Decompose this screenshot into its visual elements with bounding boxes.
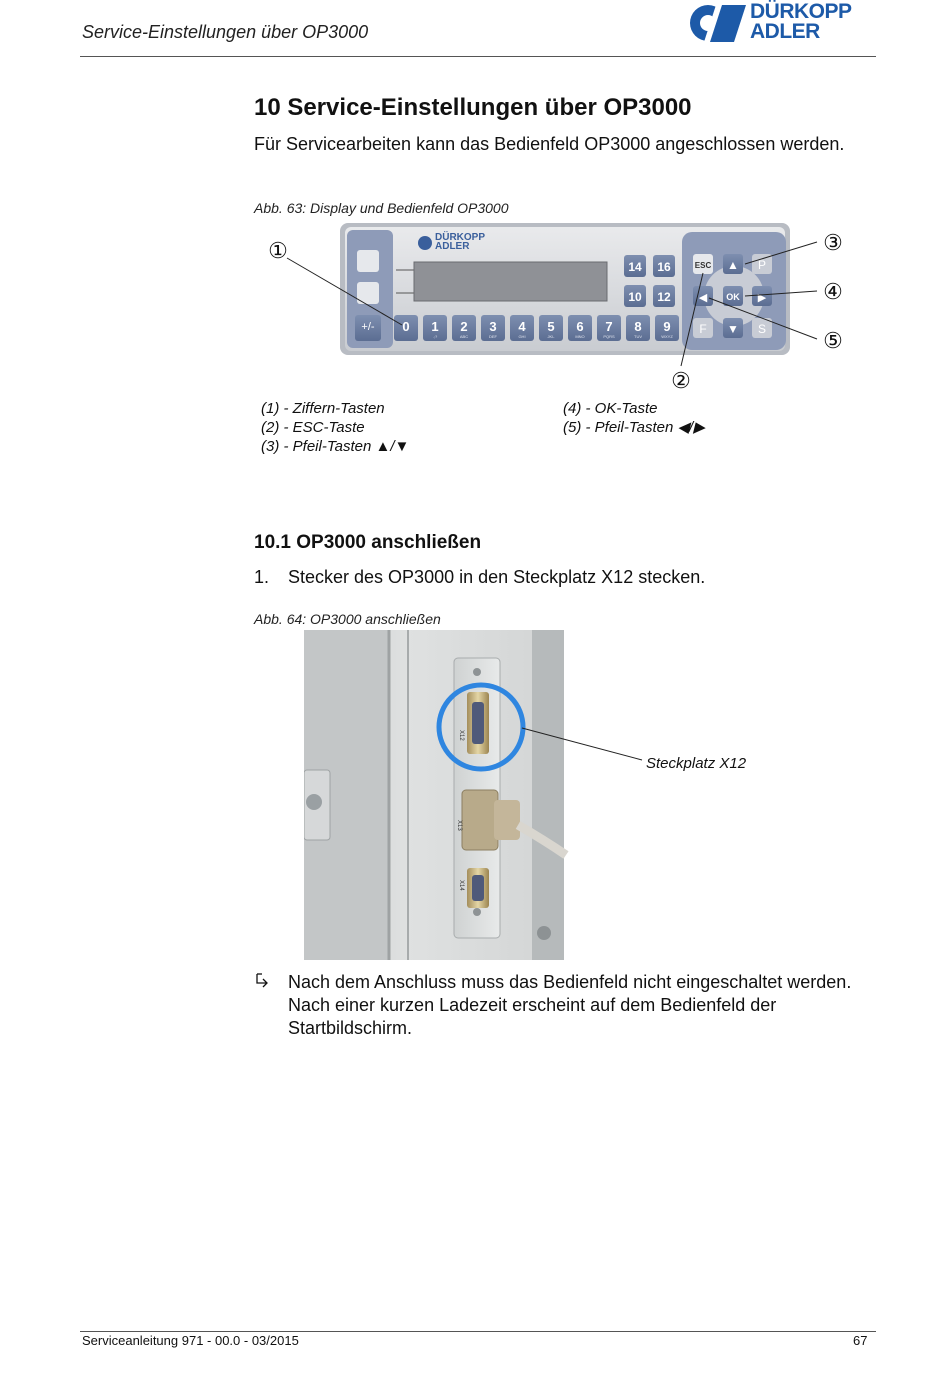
digit-key-sublabel: MNO [575,334,585,339]
legend-item-3: (3) - Pfeil-Tasten ▲/▼ [261,438,410,455]
digit-key-label: 3 [489,319,497,334]
callout-2: ② [671,368,691,393]
function-key-label: 12 [657,290,671,304]
result-paragraph: Nach dem Anschluss muss das Bedienfeld nicht eingeschaltet werden. Nach einer kurzen Ladezeit erscheint auf dem Bedienfeld der Startbildschirm. [288,972,852,1038]
digit-key-sublabel: PQRS [603,334,615,339]
lcd-display [414,262,607,301]
legend-item-5: (5) - Pfeil-Tasten ◀/▶ [563,419,705,436]
footer-rule [80,1331,876,1332]
callout-4: ④ [823,279,843,304]
digit-key-sublabel: GHI [518,334,526,339]
section-heading: 10 Service-Einstellungen über OP3000 [254,94,692,121]
port-x13-label: X13 [456,820,462,831]
function-key-label: 16 [657,260,671,274]
callout-5: ⑤ [823,328,843,353]
brand-logo [688,0,874,46]
digit-key-label: 1 [431,319,439,334]
esc-key-label: ESC [694,261,712,270]
digit-key-label: 2 [460,319,468,334]
op3000-panel-illustration [262,220,862,395]
digit-key-sublabel: ABC [459,334,469,339]
digit-key-label: 7 [605,319,613,334]
result-arrow-icon [254,971,274,991]
callout-3: ③ [823,230,843,255]
arrow-up-icon: ▲ [727,258,739,272]
arrow-down-icon: ▼ [727,322,739,336]
logo-text-line2: ADLER [750,20,820,43]
intro-paragraph: Für Servicearbeiten kann das Bedienfeld OP3000 angeschlossen werden. [254,134,845,154]
legend-item-2: (2) - ESC-Taste [261,419,365,436]
digit-key-label: 5 [547,319,555,334]
running-header: Service-Einstellungen über OP3000 [82,22,369,42]
soft-key-1 [357,250,379,272]
p-key-label: P [757,258,767,272]
header-rule [80,56,876,57]
digit-key-label: 4 [518,319,526,334]
digit-key-sublabel: DEF [489,334,497,339]
port-x12-label: X12 [458,730,464,741]
digit-key-label: 8 [634,319,642,334]
panel-logo-line1: DÜRKOPP [435,232,486,243]
digit-key-label: 9 [663,319,671,334]
f-key-label: F [699,322,707,336]
function-key-label: 14 [628,260,642,274]
port-x14-label: X14 [458,880,464,891]
key-plusminus-label: +/- [361,321,375,333]
digit-key-label: 0 [402,319,410,334]
legend-item-4: (4) - OK-Taste [563,400,658,417]
arrow-left-icon: ◀ [698,292,708,304]
panel-logo-line2: ADLER [435,241,470,252]
connector-photo-illustration [304,630,764,960]
page-number: 67 [853,1333,868,1348]
digit-key-sublabel: .;? [432,334,438,339]
subsection-heading: 10.1 OP3000 anschließen [254,532,482,553]
figure63-caption: Abb. 63: Display und Bedienfeld OP3000 [254,200,509,216]
legend-item-1: (1) - Ziffern-Tasten [261,400,385,417]
digit-key-sublabel: JKL [547,334,555,339]
arrow-right-icon: ▶ [757,292,767,304]
digit-key-sublabel: TUV [634,334,642,339]
port-x13-plug [462,790,498,850]
step-number: 1. [254,567,270,587]
digit-key-label: 6 [576,319,584,334]
steckplatz-label: Steckplatz X12 [646,755,747,772]
logo-text-line1: DÜRKOPP [750,0,852,23]
digit-key-sublabel: WXYZ [661,334,673,339]
s-key-label: S [757,322,767,336]
logo-mark-icon [688,2,748,46]
ok-key-label: OK [726,292,740,302]
figure64-caption: Abb. 64: OP3000 anschließen [254,611,441,627]
callout-1: ① [268,238,288,263]
function-key-label: 10 [628,290,642,304]
step-text: Stecker des OP3000 in den Steckplatz X12 stecken. [288,567,706,587]
footer-document-id: Serviceanleitung 971 - 00.0 - 03/2015 [82,1333,299,1348]
